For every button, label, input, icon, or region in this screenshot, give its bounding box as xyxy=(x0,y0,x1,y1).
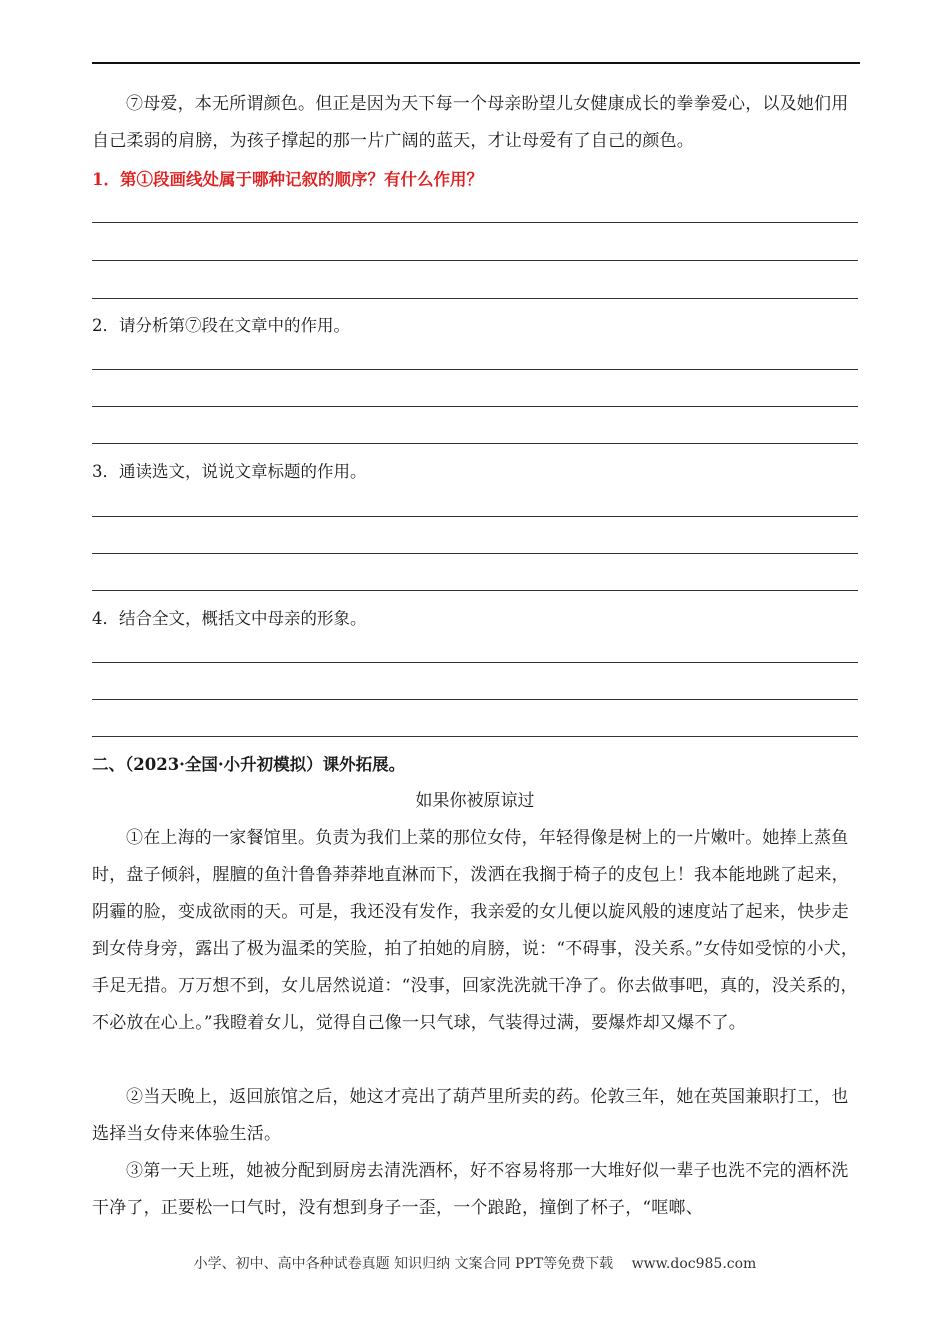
article-paragraph-1: ①在上海的一家餐馆里。负责为我们上菜的那位女侍，年轻得像是树上的一片嫩叶。她捧上蒸鱼时，盘子倾斜，腥膻的鱼汁鲁鲁莽莽地直淋而下，泼洒在我搁于椅子的皮包上！我本能地跳了起来，阴霾的脸，变成欲雨的天。可是，我还没有发作，我亲爱的女儿便以旋风般的速度站了起来，快步走到女侍身旁，露出了极为温柔的笑脸，拍了拍她的肩膀，说：“不碍事，没关系。”女侍如受惊的小犬，手足无措。万万想不到，女儿居然说道：“没事，回家洗洗就干净了。你去做事吧，真的，没关系的，不必放在心上。”我瞪着女儿，觉得自己像一只气球，气装得过满，要爆炸却又爆不了。 xyxy=(92,828,859,1033)
answer-line[interactable] xyxy=(92,736,858,737)
answer-line[interactable] xyxy=(92,298,858,299)
answer-line[interactable] xyxy=(92,516,858,517)
question-1: 1．第①段画线处属于哪种记叙的顺序？有什么作用？ xyxy=(92,170,483,189)
answer-line[interactable] xyxy=(92,260,858,261)
answer-line[interactable] xyxy=(92,369,858,370)
answer-line[interactable] xyxy=(92,662,858,663)
header-rule xyxy=(92,62,860,64)
question-4: 4．结合全文，概括文中母亲的形象。 xyxy=(92,609,367,628)
section-heading: 二、（2023·全国·小升初模拟）课外拓展。 xyxy=(92,755,406,774)
article-paragraph-2: ②当天晚上，返回旅馆之后，她这才亮出了葫芦里所卖的药。伦敦三年，她在英国兼职打工，也选择当女侍来体验生活。 xyxy=(92,1087,849,1144)
answer-line[interactable] xyxy=(92,406,858,407)
page-footer: 小学、初中、高中各种试卷真题 知识归纳 文案合同 PPT等免费下载 www.doc985.com xyxy=(193,1256,757,1272)
answer-line[interactable] xyxy=(92,590,858,591)
question-2: 2．请分析第⑦段在文章中的作用。 xyxy=(92,316,350,335)
article-paragraph-3: ③第一天上班，她被分配到厨房去清洗酒杯，好不容易将那一大堆好似一辈子也洗不完的酒杯洗干净了，正要松一口气时，没有想到身子一歪，一个踉跄，撞倒了杯子，“哐啷、 xyxy=(92,1161,849,1218)
passage-paragraph-7: ⑦母爱，本无所谓颜色。但正是因为天下每一个母亲盼望儿女健康成长的拳拳爱心，以及她们用自己柔弱的肩膀，为孩子撑起的那一片广阔的蓝天，才让母爱有了自己的颜色。 xyxy=(92,94,849,151)
answer-line[interactable] xyxy=(92,553,858,554)
article-title: 如果你被原谅过 xyxy=(415,791,535,811)
answer-line[interactable] xyxy=(92,443,858,444)
answer-line[interactable] xyxy=(92,222,858,223)
question-3: 3．通读选文，说说文章标题的作用。 xyxy=(92,462,367,481)
answer-line[interactable] xyxy=(92,699,858,700)
